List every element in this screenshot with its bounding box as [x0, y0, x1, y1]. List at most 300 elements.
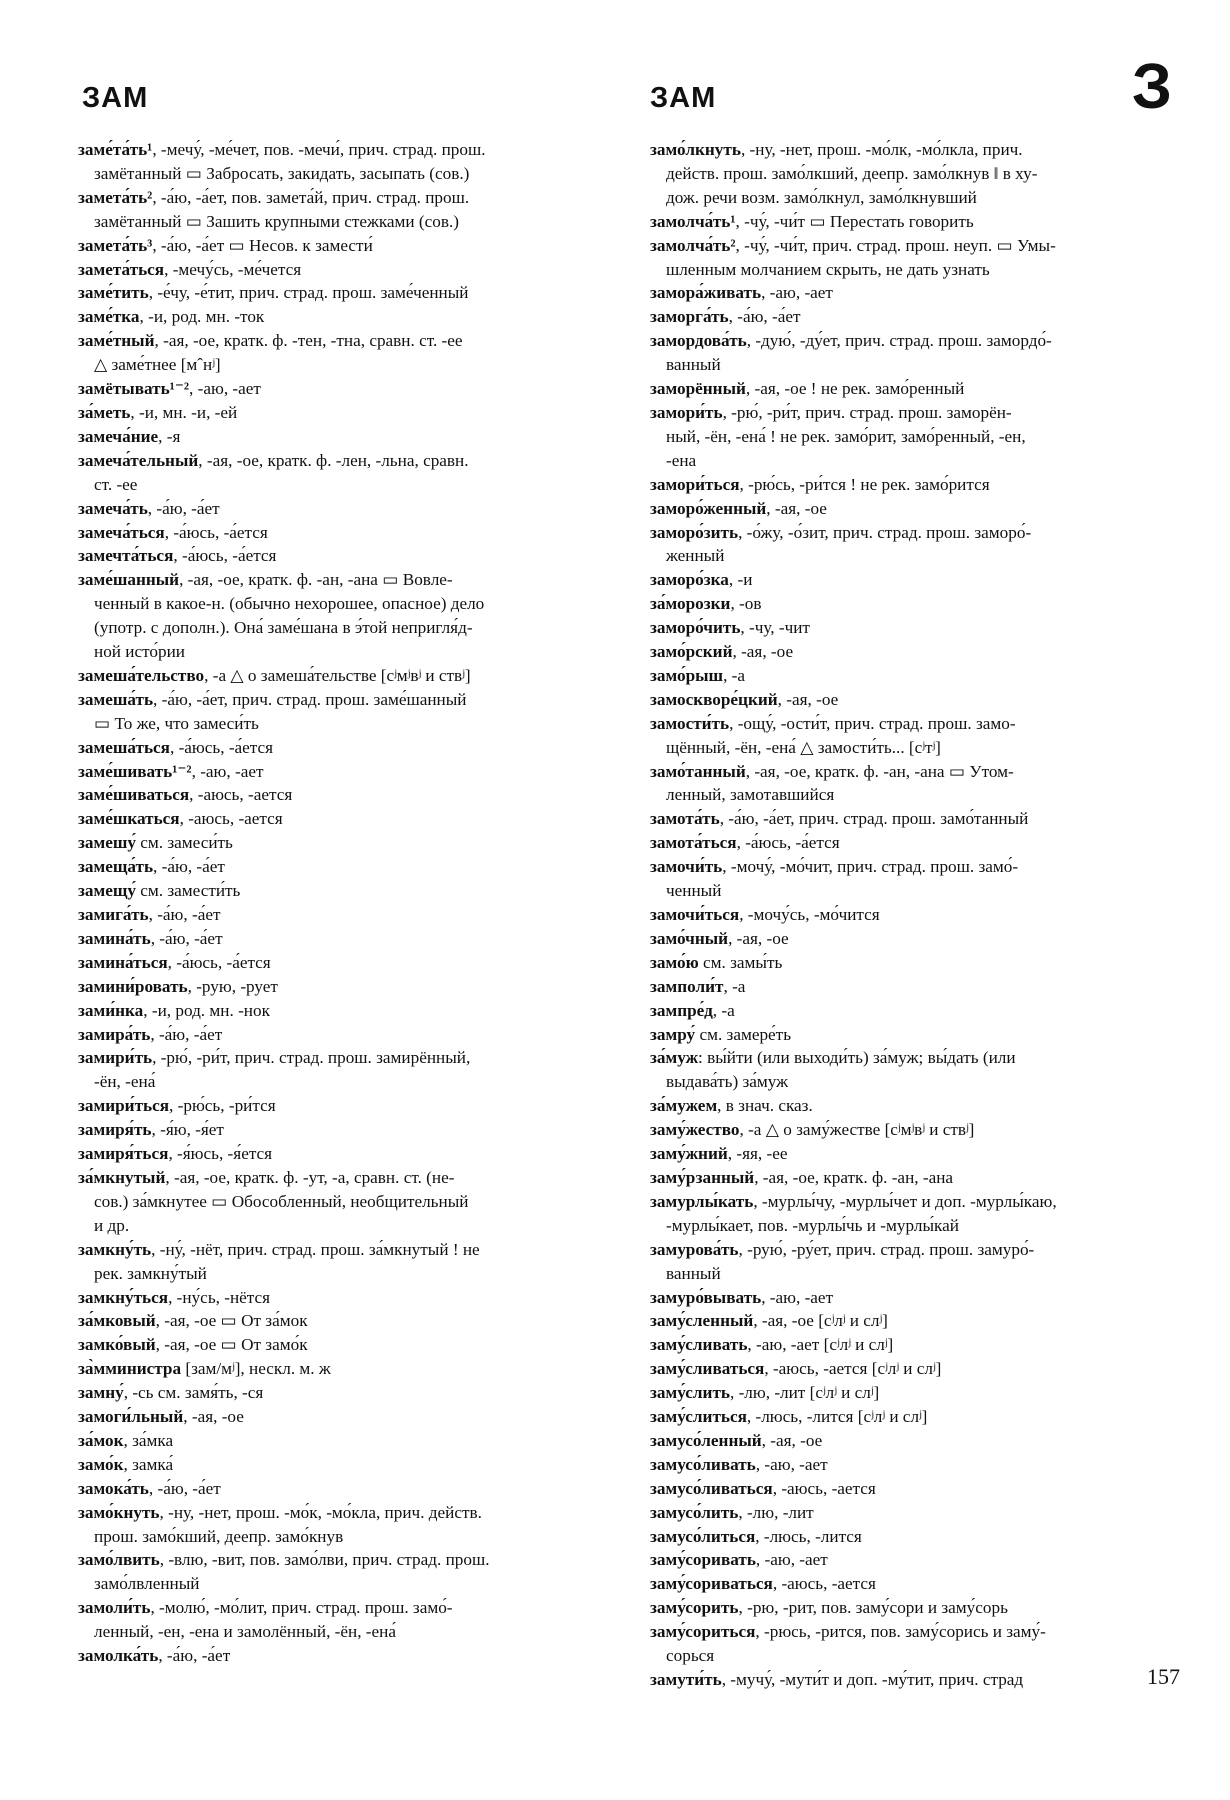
right-column: [650, 138, 1184, 1692]
entry-headline: заморённый, -ая, -ое ! не рек. замо́ренный: [650, 379, 965, 399]
dictionary-entry: [78, 281, 608, 305]
entry-continuation: ный, -ён, -ена́ ! не рек. замо́рит, замо́ренный, -ен,: [666, 426, 1026, 446]
headword: замочи́ться: [650, 905, 740, 924]
headword: за̀мминистра: [78, 1359, 182, 1379]
headword: замоли́ть: [78, 1598, 151, 1618]
dictionary-entry: [650, 807, 1184, 831]
headword: замолча́ть²: [650, 235, 736, 255]
dictionary-entry: [78, 1046, 608, 1094]
headword: замурова́ть: [650, 1239, 739, 1259]
entry-continuation: действ. прош. замо́лкший, деепр. замо́лкнув ‖ в ху-: [666, 163, 1038, 183]
entry-headline: за́морозки, -ов: [650, 594, 762, 614]
entry-headline: замири́ть, -рю́, -ри́т, прич. страд. прош. замирённый,: [78, 1048, 471, 1068]
headword: замеша́ть: [78, 689, 154, 709]
headword: замета́ть³: [78, 235, 153, 255]
headword: замордова́ть: [650, 331, 747, 351]
entry-headline: замеча́тельный, -ая, -ое, кратк. ф. -лен, -льна, сравн.: [78, 450, 469, 470]
entry-headline: замоги́льный, -ая, -ое: [78, 1407, 244, 1427]
dictionary-entry: [650, 1142, 1184, 1166]
entry-headline: замори́ться, -рю́сь, -ри́тся ! не рек. замо́рится: [650, 474, 990, 494]
entry-headline: замеша́тельство, -а △ о замеша́тельстве [сʲмʲвʲ и ствʲ]: [78, 665, 471, 685]
right-running-head: ЗАМ: [650, 82, 717, 114]
entry-headline: замру́ см. замере́ть: [650, 1024, 792, 1044]
entry-headline: замоскворе́цкий, -ая, -ое: [650, 689, 839, 709]
headword: замо́ю: [650, 952, 699, 972]
dictionary-entry: [650, 903, 1184, 927]
entry-continuation: -ена: [666, 450, 697, 470]
entry-continuation: выдава́ть) за́муж: [666, 1072, 789, 1092]
entry-headline: замиря́ться, -я́юсь, -я́ется: [78, 1144, 273, 1164]
headword: замечта́ться: [78, 546, 174, 566]
headword: за́мужем: [650, 1096, 718, 1116]
entry-continuation: сов.) за́мкнутее ▭ Обособленный, необщительный: [94, 1191, 469, 1211]
dictionary-entry: [650, 975, 1184, 999]
dictionary-entry: [650, 1477, 1184, 1501]
left-column: [78, 138, 608, 1668]
dictionary-entry: [650, 210, 1184, 234]
entry-headline: замусо́литься, -люсь, -лится: [650, 1526, 862, 1546]
headword: заме́шанный: [78, 570, 180, 590]
entry-headline: заму́сленный, -ая, -ое [сʲлʲ и слʲ]: [650, 1311, 888, 1331]
headword: заму́жество: [650, 1120, 740, 1140]
headword: заме́шиваться: [78, 785, 190, 805]
dictionary-entry: [650, 1429, 1184, 1453]
entry-headline: замо́лвить, -влю, -вит, пов. замо́лви, прич. страд. прош.: [78, 1550, 490, 1570]
headword: замру́: [650, 1024, 696, 1044]
entry-continuation: ванный: [666, 1263, 721, 1283]
dictionary-entry: [650, 1166, 1184, 1190]
headword: замну́: [78, 1383, 124, 1403]
headword: замеча́тельный: [78, 450, 199, 470]
entry-headline: замина́ться, -а́юсь, -а́ется: [78, 952, 271, 972]
headword: зами́нка: [78, 1000, 144, 1020]
dictionary-entry: [78, 521, 608, 545]
dictionary-entry: [78, 568, 608, 664]
headword: замо́к: [78, 1454, 124, 1474]
entry-headline: замини́ровать, -рую, -рует: [78, 976, 278, 996]
entry-headline: замочи́ться, -мочу́сь, -мо́чится: [650, 905, 880, 924]
entry-headline: за́мужем, в знач. сказ.: [650, 1096, 813, 1116]
dictionary-entry: [78, 1142, 608, 1166]
headword: замо́кнуть: [78, 1502, 160, 1522]
headword: замори́ть: [650, 402, 723, 422]
dictionary-entry: [650, 831, 1184, 855]
dictionary-entry: [78, 879, 608, 903]
dictionary-entry: [650, 1525, 1184, 1549]
headword: замо́лкнуть: [650, 140, 741, 159]
entry-headline: замиря́ть, -я́ю, -я́ет: [78, 1120, 224, 1140]
headword: замусо́ленный: [650, 1430, 762, 1450]
headword: заме́шкаться: [78, 809, 180, 829]
headword: замуро́вывать: [650, 1287, 762, 1307]
headword: замиря́ть: [78, 1120, 152, 1140]
dictionary-entry: [650, 1333, 1184, 1357]
dictionary-entry: [650, 521, 1184, 569]
entry-headline: за́муж: вы́йти (или выходи́ть) за́муж; вы́дать (или: [650, 1048, 1016, 1068]
headword: заме́тить: [78, 283, 149, 303]
entry-continuation: ленный, замотавшийся: [666, 785, 835, 805]
entry-continuation: замо́лвленный: [94, 1574, 200, 1594]
entry-headline: заме́та́ть¹, -мечу́, -ме́чет, пов. -мечи́, прич. страд. прош.: [78, 140, 486, 159]
dictionary-entry: [78, 1094, 608, 1118]
headword: заме́тка: [78, 307, 140, 327]
dictionary-entry: [78, 1453, 608, 1477]
dictionary-entry: [78, 1023, 608, 1047]
headword: заму́сленный: [650, 1311, 754, 1331]
dictionary-entry: [78, 497, 608, 521]
entry-headline: замусо́лить, -лю, -лит: [650, 1502, 814, 1522]
dictionary-entry: [78, 1548, 608, 1596]
dictionary-entry: [78, 186, 608, 234]
entry-headline: заме́тный, -ая, -ое, кратк. ф. -тен, -тна, сравн. ст. -ее: [78, 331, 463, 351]
headword: замусо́ливать: [650, 1454, 756, 1474]
entry-headline: за́мкнутый, -ая, -ое, кратк. ф. -ут, -а, сравн. ст. (не-: [78, 1167, 455, 1187]
entry-headline: заморга́ть, -а́ю, -а́ет: [650, 307, 801, 327]
entry-headline: заму́слиться, -люсь, -лится [сʲлʲ и слʲ]: [650, 1407, 928, 1427]
entry-headline: за́мок, за́мка: [78, 1430, 174, 1450]
headword: за́муж: [650, 1048, 699, 1068]
entry-headline: заморо́чить, -чу, -чит: [650, 618, 810, 638]
dictionary-entry: [650, 1309, 1184, 1333]
entry-headline: замо́ю см. замы́ть: [650, 952, 783, 972]
headword: замота́ть: [650, 809, 720, 829]
entry-headline: замуро́вывать, -аю, -ает: [650, 1287, 834, 1307]
dictionary-entry: [650, 999, 1184, 1023]
entry-headline: замо́чный, -ая, -ое: [650, 928, 789, 948]
dictionary-entry: [78, 1309, 608, 1333]
entry-headline: замеща́ть, -а́ю, -а́ет: [78, 857, 225, 877]
dictionary-entry: [78, 783, 608, 807]
headword: замори́ться: [650, 474, 740, 494]
entry-continuation: прош. замо́кший, деепр. замо́кнув: [94, 1526, 344, 1546]
headword: заме́тный: [78, 331, 155, 351]
dictionary-entry: [78, 855, 608, 879]
entry-headline: заму́сливать, -аю, -ает [сʲлʲ и слʲ]: [650, 1335, 894, 1355]
entry-headline: замусо́ливать, -аю, -ает: [650, 1454, 828, 1474]
entry-headline: замко́вый, -ая, -ое ▭ От замо́к: [78, 1335, 308, 1355]
entry-continuation: сорься: [666, 1646, 715, 1666]
dictionary-entry: [78, 664, 608, 688]
entry-headline: замусо́ливаться, -аюсь, -ается: [650, 1478, 876, 1498]
dictionary-entry: [78, 999, 608, 1023]
entry-headline: замира́ть, -а́ю, -а́ет: [78, 1024, 223, 1044]
dictionary-entry: [650, 1046, 1184, 1094]
dictionary-entry: [650, 1238, 1184, 1286]
headword: заморо́зка: [650, 570, 729, 590]
headword: замета́ть²: [78, 187, 153, 207]
entry-headline: заме́шивать¹⁻², -аю, -ает: [78, 761, 264, 781]
entry-continuation: рек. замкну́тый: [94, 1263, 207, 1283]
headword: замости́ть: [650, 713, 730, 733]
dictionary-entry: [650, 1572, 1184, 1596]
headword: замеча́ться: [78, 522, 165, 542]
entry-headline: заму́сориваться, -аюсь, -ается: [650, 1574, 876, 1594]
headword: за́мок: [78, 1430, 124, 1450]
entry-headline: замполи́т, -а: [650, 976, 746, 996]
dictionary-entry: [650, 760, 1184, 808]
headword: замеша́тельство: [78, 665, 205, 685]
entry-continuation: шленным молчанием скрыть, не дать узнать: [666, 259, 990, 279]
headword: замолка́ть: [78, 1646, 159, 1666]
dictionary-entry: [650, 616, 1184, 640]
entry-headline: за̀мминистра [зам/мʲ], нескл. м. ж: [78, 1359, 331, 1379]
entry-headline: замо́рский, -ая, -ое: [650, 642, 794, 662]
dictionary-entry: [650, 1094, 1184, 1118]
headword: заму́сориваться: [650, 1574, 773, 1594]
headword: замора́живать: [650, 283, 762, 303]
dictionary-entry: [78, 975, 608, 999]
headword: замоскворе́цкий: [650, 689, 778, 709]
entry-headline: замина́ть, -а́ю, -а́ет: [78, 928, 223, 948]
headword: замеча́ние: [78, 426, 159, 446]
headword: за́мкнутый: [78, 1167, 166, 1187]
entry-headline: заме́шкаться, -аюсь, -ается: [78, 809, 283, 829]
entry-continuation: и др.: [94, 1215, 130, 1235]
entry-headline: заму́рзанный, -ая, -ое, кратк. ф. -ан, -ана: [650, 1167, 954, 1187]
dictionary-entry: [650, 951, 1184, 975]
headword: заме́та́ть¹: [78, 140, 153, 159]
headword: замо́рыш: [650, 665, 724, 685]
dictionary-entry: [650, 305, 1184, 329]
entry-headline: замета́ть³, -а́ю, -а́ет ▭ Несов. к замести́: [78, 235, 373, 255]
headword: замусо́литься: [650, 1526, 756, 1546]
dictionary-entry: [650, 712, 1184, 760]
page-number: 157: [1147, 1664, 1180, 1689]
dictionary-entry: [78, 1238, 608, 1286]
entry-headline: заму́сориться, -рюсь, -рится, пов. заму́сорись и заму́-: [650, 1622, 1046, 1642]
entry-headline: замо́к, замка́: [78, 1454, 174, 1474]
headword: заму́слить: [650, 1383, 730, 1403]
entry-continuation: ченный: [666, 881, 722, 901]
dictionary-entry: [78, 927, 608, 951]
entry-headline: замолча́ть², -чу́, -чи́т, прич. страд. прош. неуп. ▭ Умы-: [650, 235, 1056, 255]
entry-continuation: ченный в какое-н. (обычно нехорошее, опасное) дело: [94, 594, 485, 614]
dictionary-entry: [650, 329, 1184, 377]
entry-headline: заме́шанный, -ая, -ое, кратк. ф. -ан, -ана ▭ Вовле-: [78, 570, 453, 590]
headword: замиря́ться: [78, 1144, 169, 1164]
dictionary-entry: [78, 449, 608, 497]
dictionary-entry: [650, 1548, 1184, 1572]
entry-headline: замота́ться, -а́юсь, -а́ется: [650, 833, 840, 853]
dictionary-entry: [650, 1453, 1184, 1477]
headword: зампре́д: [650, 1000, 713, 1020]
dictionary-entry: [78, 1357, 608, 1381]
headword: замурлы́кать: [650, 1191, 754, 1211]
dictionary-entry: [650, 281, 1184, 305]
headword: замина́ться: [78, 952, 168, 972]
dictionary-entry: [650, 640, 1184, 664]
dictionary-entry: [78, 736, 608, 760]
headword: заморённый: [650, 379, 746, 399]
entry-continuation: △ заме́тнее [мˆнʲ]: [94, 355, 221, 375]
headword: заму́слиться: [650, 1407, 747, 1427]
entry-headline: замолка́ть, -а́ю, -а́ет: [78, 1646, 231, 1666]
entry-headline: замока́ть, -а́ю, -а́ет: [78, 1478, 221, 1498]
headword: замеча́ть: [78, 498, 148, 518]
entry-headline: заму́сорить, -рю, -рит, пов. заму́сори и заму́сорь: [650, 1598, 1008, 1618]
entry-headline: замеча́ться, -а́юсь, -а́ется: [78, 522, 268, 542]
entry-continuation: замётанный ▭ Зашить крупными стежками (сов.): [94, 211, 460, 231]
dictionary-entry: [78, 329, 608, 377]
dictionary-entry: [78, 951, 608, 975]
headword: за́меть: [78, 402, 131, 422]
headword: заморо́чить: [650, 618, 741, 638]
headword: заму́сливаться: [650, 1359, 765, 1379]
dictionary-entry: [650, 1381, 1184, 1405]
dictionary-entry: [650, 1620, 1184, 1668]
entry-headline: замора́живать, -аю, -ает: [650, 283, 833, 303]
entry-headline: замурова́ть, -рую́, -ру́ет, прич. страд. прош. замуро́-: [650, 1239, 1035, 1259]
headword: заморо́зить: [650, 522, 739, 542]
entry-headline: заму́слить, -лю, -лит [сʲлʲ и слʲ]: [650, 1383, 880, 1403]
headword: заму́соривать: [650, 1550, 756, 1570]
entry-continuation: (употр. с дополн.). Она́ заме́шана в э́той непригля́д-: [94, 618, 473, 638]
entry-headline: замо́кнуть, -ну, -нет, прош. -мо́к, -мо́кла, прич. действ.: [78, 1502, 482, 1522]
dictionary-entry: [78, 1381, 608, 1405]
entry-headline: заму́жество, -а △ о заму́жестве [сʲмʲвʲ и ствʲ]: [650, 1120, 975, 1140]
headword: замещу́: [78, 881, 136, 901]
dictionary-entry: [78, 1477, 608, 1501]
headword: замоги́льный: [78, 1407, 184, 1427]
headword: замота́ться: [650, 833, 737, 853]
headword: замина́ть: [78, 928, 151, 948]
dictionary-entry: [650, 688, 1184, 712]
dictionary-entry: [78, 544, 608, 568]
entry-headline: замкну́ться, -ну́сь, -нётся: [78, 1287, 271, 1307]
entry-headline: замешу́ см. замеси́ть: [78, 833, 233, 853]
dictionary-entry: [650, 1596, 1184, 1620]
entry-headline: замечта́ться, -а́юсь, -а́ется: [78, 546, 277, 566]
headword: замётывать¹⁻²: [78, 379, 190, 399]
entry-headline: замеша́ть, -а́ю, -а́ет, прич. страд. прош. заме́шанный: [78, 689, 467, 709]
dictionary-entry: [650, 497, 1184, 521]
headword: замко́вый: [78, 1335, 156, 1355]
dictionary-entry: [650, 473, 1184, 497]
entry-headline: замири́ться, -рю́сь, -ри́тся: [78, 1096, 276, 1116]
entry-headline: замурлы́кать, -мурлы́чу, -мурлы́чет и доп. -мурлы́каю,: [650, 1191, 1057, 1211]
dictionary-entry: [650, 234, 1184, 282]
dictionary-entry: [650, 1023, 1184, 1047]
entry-headline: замори́ть, -рю́, -ри́т, прич. страд. прош. заморён-: [650, 402, 1012, 422]
entry-headline: заму́жний, -яя, -ее: [650, 1144, 788, 1164]
entry-headline: замига́ть, -а́ю, -а́ет: [78, 905, 221, 924]
dictionary-entry: [650, 664, 1184, 688]
dictionary-entry: [78, 425, 608, 449]
headword: замусо́ливаться: [650, 1478, 773, 1498]
dictionary-entry: [78, 1405, 608, 1429]
headword: заму́сорить: [650, 1598, 739, 1618]
dictionary-entry: [78, 258, 608, 282]
headword: замешу́: [78, 833, 136, 853]
dictionary-entry: [78, 831, 608, 855]
entry-headline: замо́танный, -ая, -ое, кратк. ф. -ан, -ана ▭ Утом-: [650, 761, 1014, 781]
entry-continuation: ной исто́рии: [94, 642, 185, 662]
headword: заму́жний: [650, 1144, 728, 1164]
headword: заму́рзанный: [650, 1167, 755, 1187]
entry-headline: замоли́ть, -молю́, -мо́лит, прич. страд. прош. замо́-: [78, 1598, 453, 1618]
headword: замо́чный: [650, 928, 729, 948]
entry-headline: заморо́женный, -ая, -ое: [650, 498, 827, 518]
entry-continuation: -мурлы́кает, пов. -мурлы́чь и -мурлы́кай: [666, 1215, 959, 1235]
headword: за́морозки: [650, 594, 731, 614]
headword: замини́ровать: [78, 976, 188, 996]
dictionary-entry: [78, 760, 608, 784]
entry-headline: замути́ть, -мучу́, -мути́т и доп. -му́тит, прич. страд: [650, 1670, 1024, 1689]
dictionary-entry: [650, 1501, 1184, 1525]
headword: замо́рский: [650, 642, 733, 662]
entry-headline: заму́сливаться, -аюсь, -ается [сʲлʲ и слʲ]: [650, 1359, 942, 1379]
headword: замкну́ться: [78, 1287, 169, 1307]
entry-headline: замочи́ть, -мочу́, -мо́чит, прич. страд. прош. замо́-: [650, 857, 1019, 877]
dictionary-entry: [78, 1596, 608, 1644]
entry-headline: заме́тка, -и, род. мн. -ток: [78, 307, 265, 327]
entry-headline: заморо́зить, -о́жу, -о́зит, прич. страд. прош. заморо́-: [650, 522, 1032, 542]
entry-continuation: дож. речи возм. замо́лкнул, замо́лкнувший: [666, 187, 977, 207]
dictionary-entry: [650, 568, 1184, 592]
headword: замеща́ть: [78, 857, 154, 877]
headword: замока́ть: [78, 1478, 149, 1498]
headword: замири́ться: [78, 1096, 170, 1116]
headword: замути́ть: [650, 1670, 722, 1689]
left-running-head: ЗАМ: [82, 82, 149, 114]
dictionary-entry: [78, 1333, 608, 1357]
dictionary-entry: [78, 234, 608, 258]
dictionary-entry: [78, 1429, 608, 1453]
headword: замири́ть: [78, 1048, 153, 1068]
dictionary-entry: [650, 1668, 1184, 1692]
entry-headline: замо́рыш, -а: [650, 665, 746, 685]
headword: замочи́ть: [650, 857, 723, 877]
headword: за́мковый: [78, 1311, 156, 1331]
dictionary-entry: [650, 1357, 1184, 1381]
dictionary-entry: [78, 1501, 608, 1549]
headword: замкну́ть: [78, 1239, 152, 1259]
headword: замо́лвить: [78, 1550, 160, 1570]
headword: замолча́ть¹: [650, 211, 736, 231]
headword: замусо́лить: [650, 1502, 739, 1522]
entry-headline: за́меть, -и, мн. -и, -ей: [78, 402, 238, 422]
dictionary-entry: [78, 1166, 608, 1238]
entry-continuation: -ён, -ена́: [94, 1072, 156, 1092]
dictionary-entry: [78, 688, 608, 736]
entry-continuation: ванный: [666, 355, 721, 375]
dictionary-entry: [650, 377, 1184, 401]
entry-headline: заме́тить, -е́чу, -е́тит, прич. страд. прош. заме́ченный: [78, 283, 469, 303]
headword: заме́шивать¹⁻²: [78, 761, 192, 781]
entry-headline: замета́ть², -а́ю, -а́ет, пов. замета́й, прич. страд. прош.: [78, 187, 470, 207]
entry-headline: зампре́д, -а: [650, 1000, 735, 1020]
dictionary-entry: [650, 138, 1184, 210]
entry-headline: замета́ться, -мечу́сь, -ме́чется: [78, 259, 302, 279]
entry-headline: замолча́ть¹, -чу́, -чи́т ▭ Перестать говорить: [650, 211, 974, 231]
headword: заму́сливать: [650, 1335, 748, 1355]
dictionary-entry: [78, 807, 608, 831]
dictionary-entry: [650, 592, 1184, 616]
entry-headline: замеча́ть, -а́ю, -а́ет: [78, 498, 220, 518]
entry-continuation: замётанный ▭ Забросать, закидать, засыпать (сов.): [94, 163, 470, 183]
entry-continuation: женный: [666, 546, 725, 566]
headword: заму́сориться: [650, 1622, 756, 1642]
entry-headline: замну́, -сь см. замя́ть, -ся: [78, 1383, 264, 1403]
section-letter: З: [1131, 50, 1172, 122]
dictionary-entry: [78, 1644, 608, 1668]
entry-headline: заме́шиваться, -аюсь, -ается: [78, 785, 293, 805]
headword: заморо́женный: [650, 498, 767, 518]
headword: замига́ть: [78, 905, 149, 924]
dictionary-entry: [650, 1405, 1184, 1429]
dictionary-entry: [78, 377, 608, 401]
headword: замеша́ться: [78, 737, 170, 757]
